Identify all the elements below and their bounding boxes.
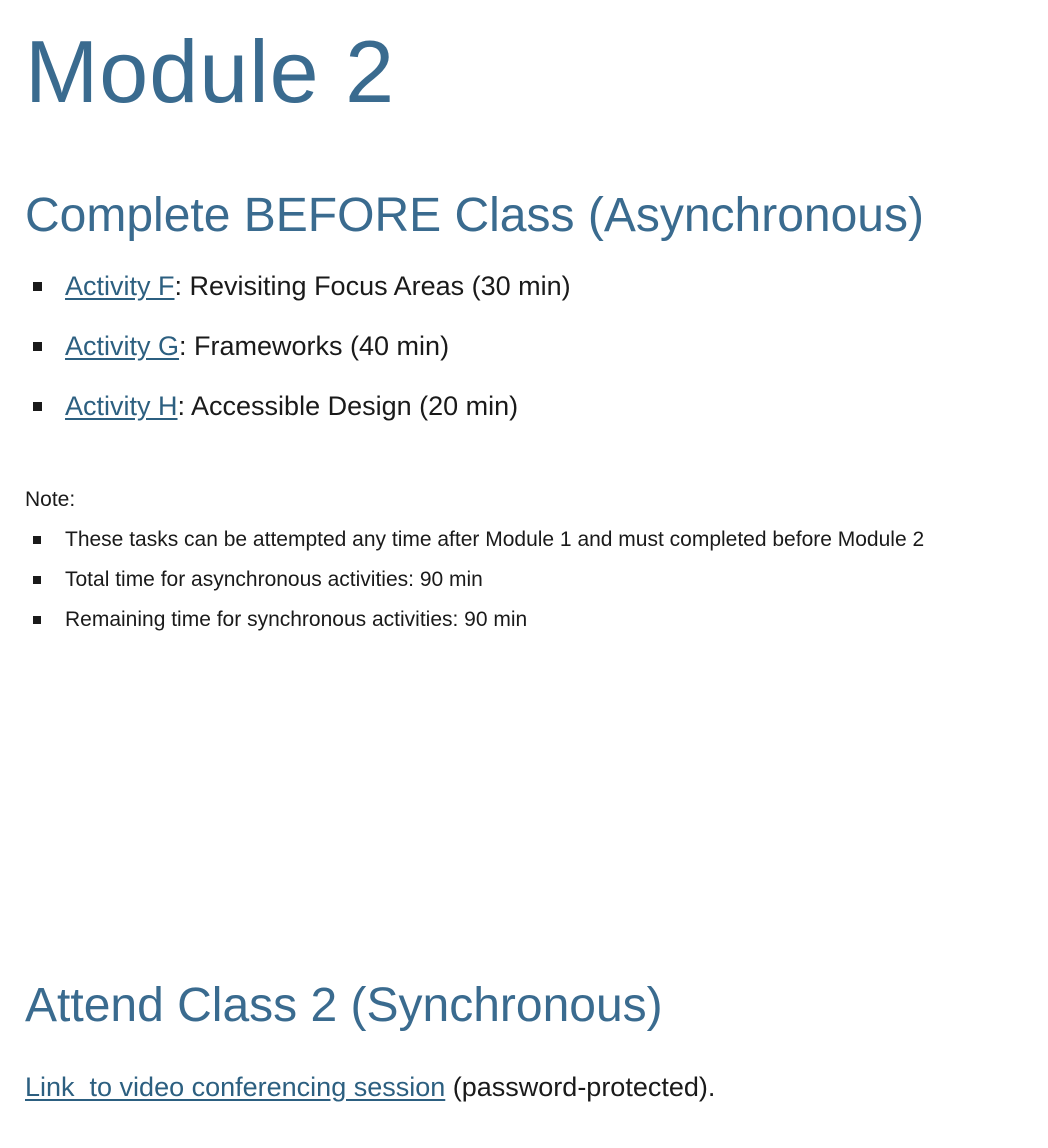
video-conference-link[interactable]: Link to video conferencing session: [25, 1072, 446, 1102]
note-item: Remaining time for synchronous activities: 90 min: [25, 606, 924, 634]
activity-h-link[interactable]: Activity H: [65, 391, 178, 421]
list-item: [25, 264, 571, 308]
note-list: [25, 526, 924, 646]
activity-f-link[interactable]: Activity F: [65, 271, 175, 301]
page-title: Module 2: [25, 22, 396, 121]
activity-f-description: : Revisiting Focus Areas (30 min): [174, 271, 571, 301]
video-conference-line: [25, 1066, 715, 1108]
activity-g-link[interactable]: Activity G: [65, 331, 180, 361]
note-item: These tasks can be attempted any time after Module 1 and must completed before Module 2: [25, 526, 924, 554]
note-label: Note:: [25, 488, 76, 511]
attend-class-heading: Attend Class 2 (Synchronous): [25, 979, 663, 1032]
activity-h-description: : Accessible Design (20 min): [177, 391, 519, 421]
list-item: [25, 324, 571, 368]
before-class-heading: Complete BEFORE Class (Asynchronous): [25, 189, 924, 242]
list-item: [25, 384, 571, 428]
activity-g-description: : Frameworks (40 min): [179, 331, 450, 361]
activity-list: [25, 264, 571, 444]
video-conference-suffix: (password-protected).: [445, 1072, 716, 1102]
note-item: Total time for asynchronous activities: 90 min: [25, 566, 924, 594]
